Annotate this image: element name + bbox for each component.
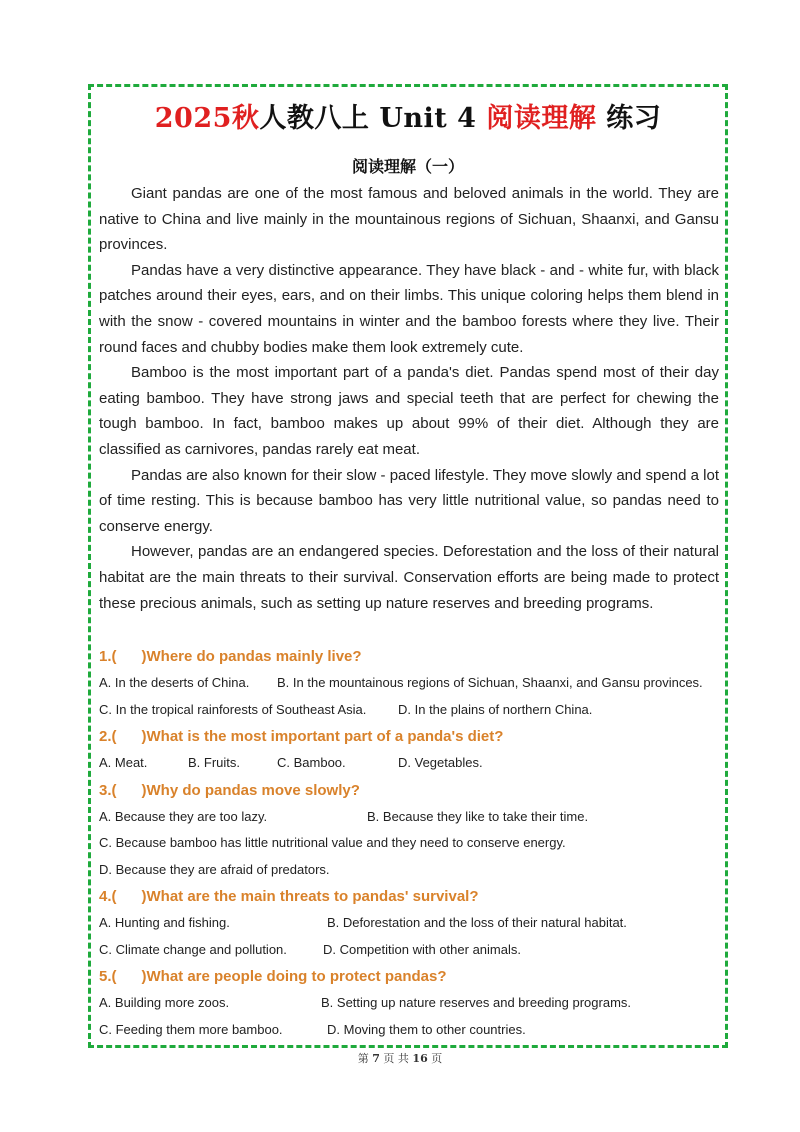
- question-3: 3.( )Why do pandas move slowly?: [99, 781, 360, 799]
- option-c: C. Because bamboo has little nutritional value and they need to conserve energy.: [99, 835, 566, 850]
- footer-suffix: 页: [431, 1052, 443, 1065]
- option-d: D. Competition with other animals.: [323, 941, 521, 957]
- question-list: [99, 643, 719, 1043]
- option-b: B. Setting up nature reserves and breeding programs.: [321, 995, 632, 1010]
- question-3-options-row: [99, 804, 719, 831]
- question-5-options-row: [99, 990, 719, 1017]
- section-title: 阅读理解（一）: [351, 157, 464, 176]
- option-d: D. Vegetables.: [398, 755, 483, 770]
- option-a: A. Building more zoos.: [99, 995, 230, 1010]
- page-footer: [0, 1050, 800, 1066]
- page-title: [88, 96, 728, 135]
- passage-paragraph: Bamboo is the most important part of a panda's diet. Pandas spend most of their day eating bamboo. They have strong jaws and special teeth that are perfect for chewing the tough bamboo. In fact, bamboo makes up about 99% of their diet. Although they are classified as carnivores, pandas rarely eat meat.: [99, 364, 719, 458]
- passage-paragraph: Giant pandas are one of the most famous and beloved animals in the world. They are native to China and live mainly in the mountainous regions of Sichuan, Shaanxi, and Gansu provinces.: [99, 185, 719, 254]
- option-c: C. Bamboo.: [277, 755, 346, 770]
- option-d: D. In the plains of northern China.: [398, 701, 593, 717]
- option-a: A. Hunting and fishing.: [99, 915, 230, 930]
- option-c: C. Feeding them more bamboo.: [99, 1021, 283, 1037]
- option-c: C. In the tropical rainforests of Southeast Asia.: [99, 701, 367, 717]
- question-2-options-row: [99, 750, 719, 777]
- passage-paragraph: Pandas are also known for their slow - paced lifestyle. They move slowly and spend a lot of time resting. This is because bamboo has very little nutritional value, so pandas need to conserve energy.: [99, 466, 719, 535]
- question-4-options-row: [99, 910, 719, 937]
- option-c: C. Climate change and pollution.: [99, 941, 287, 957]
- option-d: D. Because they are afraid of predators.: [99, 861, 330, 877]
- title-suffix: 练习: [596, 103, 662, 134]
- option-b: B. Fruits.: [188, 755, 241, 770]
- question-4-options-row: [99, 937, 719, 964]
- question-5-options-row: [99, 1017, 719, 1044]
- question-1-options-row: [99, 697, 719, 724]
- option-a: A. Because they are too lazy.: [99, 808, 268, 824]
- question-4: 4.( )What are the main threats to pandas' survival?: [99, 888, 479, 905]
- question-3-options-row: [99, 857, 719, 884]
- total-page-count: 16: [412, 1052, 428, 1065]
- question-2: 2.( )What is the most important part of a panda's diet?: [99, 728, 504, 745]
- question-3-options-row: [99, 830, 719, 857]
- question-5: 5.( )What are people doing to protect pandas?: [99, 968, 447, 985]
- option-b: B. In the mountainous regions of Sichuan, Shaanxi, and Gansu provinces.: [277, 675, 703, 690]
- option-a: A. Meat.: [99, 755, 148, 770]
- title-year: 2025秋: [154, 103, 260, 134]
- option-b: B. Deforestation and the loss of their natural habitat.: [327, 915, 627, 930]
- current-page-number: 7: [372, 1052, 380, 1065]
- title-topic: 阅读理解: [486, 103, 597, 134]
- option-b: B. Because they like to take their time.: [367, 808, 589, 824]
- footer-prefix: 第: [357, 1052, 369, 1065]
- option-d: D. Moving them to other countries.: [327, 1021, 526, 1037]
- footer-middle: 页 共: [383, 1052, 409, 1065]
- reading-passage: [99, 181, 719, 616]
- title-course: 人教八上 Unit 4: [259, 103, 487, 134]
- option-a: A. In the deserts of China.: [99, 675, 250, 690]
- question-1: 1.( )Where do pandas mainly live?: [99, 648, 362, 665]
- passage-paragraph: However, pandas are an endangered species. Deforestation and the loss of their natural habitat are the main threats to their survival. Conservation efforts are being made to protect these precious animals, such as setting up nature reserves and breeding programs.: [99, 543, 719, 612]
- passage-paragraph: Pandas have a very distinctive appearance. They have black - and - white fur, with black patches around their eyes, ears, and on their limbs. This unique coloring helps them blend in with the snow - covered mountains in winter and the bamboo forests where they live. Their round faces and chubby bodies make them look extremely cute.: [99, 261, 719, 356]
- question-1-options-row: [99, 670, 719, 697]
